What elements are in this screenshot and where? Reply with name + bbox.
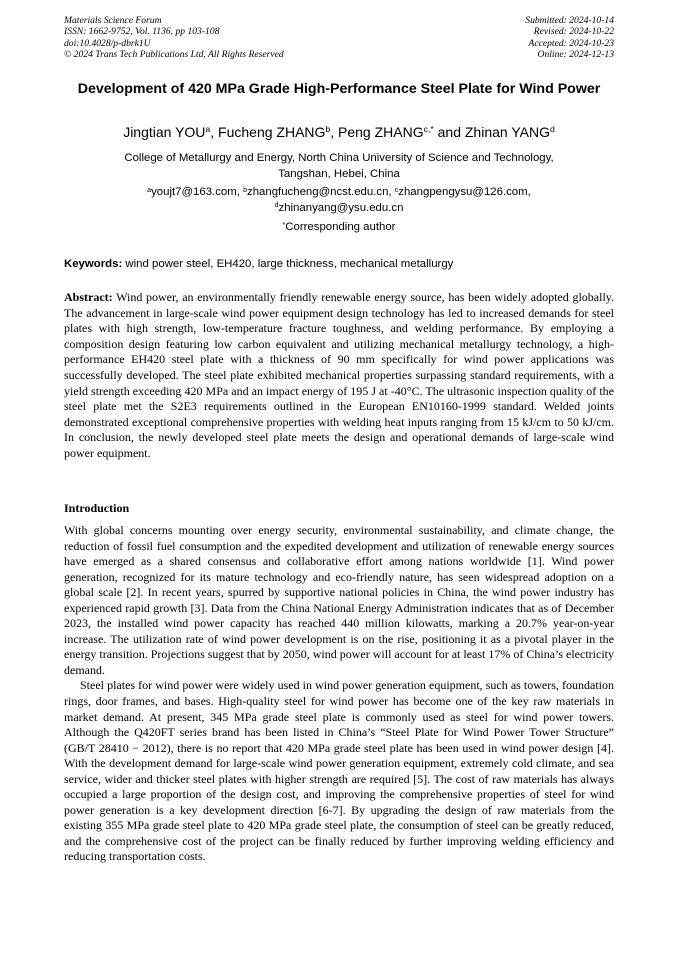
author-name: Peng ZHANG: [338, 124, 424, 140]
author-name: Fucheng ZHANG: [218, 124, 326, 140]
email-list: $^a$youjt7@163.com, $^b$zhangfucheng@ncst.edu.cn, $^c$zhangpengysu@126.com, $^d$zhinanyang@ysu.edu.cn: [147, 186, 531, 214]
email-address[interactable]: zhangpengysu@126.com: [398, 186, 528, 198]
issn-line: ISSN: 1662-9752, Vol. 1136, pp 103-108: [64, 26, 220, 38]
email-address[interactable]: youjt7@163.com: [151, 186, 237, 198]
email-address[interactable]: zhangfucheng@ncst.edu.cn: [247, 186, 389, 198]
abstract-text: Wind power, an environmentally friendly renewable energy source, has been widely adopted globally. The advancement in large-scale wind power equipment design technology has led to increased demands for steel plates with high strength, low-temperature fracture toughness, and welding performance. By employing a composition design featuring low carbon equivalent and utilizing mechanical metallurgy technology, a high-performance EH420 steel plate with a thickness of 90 mm specifically for wind power applications was successfully developed. The steel plate exhibited mechanical properties surpassing standard requirements, with a yield strength exceeding 420 MPa and an impact energy of 195 J at -40°C. The ultrasonic inspection quality of the steel plate met the S2E3 requirements outlined in the European EN10160-1999 standard. Welded joints demonstrated exceptional comprehensive properties with welding heat inputs ranging from 15 kJ/cm to 50 kJ/cm. In conclusion, the newly developed steel plate meets the design and operational demands of large-scale wind power equipment.: [64, 290, 614, 460]
author-mark: b: [325, 123, 331, 134]
keywords-text: wind power steel, EH420, large thickness, mechanical metallurgy: [122, 258, 454, 270]
email-mark: b: [243, 186, 248, 194]
email-address[interactable]: zhinanyang@ysu.edu.cn: [278, 201, 404, 214]
corresponding-text: Corresponding author: [285, 221, 396, 233]
journal-header-right: [525, 15, 614, 61]
revised-date: Revised: 2024-10-22: [533, 26, 614, 38]
abstract-label: Abstract:: [64, 290, 113, 304]
author-mark: d: [549, 123, 555, 134]
paper-title: Development of 420 MPa Grade High-Performance Steel Plate for Wind Power: [77, 81, 601, 97]
affiliation: [60, 151, 618, 182]
paragraph: Steel plates for wind power were widely used in wind power generation equipment, such as towers, foundation rings, door frames, and bases. High-quality steel for wind power has become one of the key raw materials in market demand. At present, 345 MPa grade steel plate is commonly used as steel for wind power towers. Although the Q420FT series brand has been listed in China’s “Steel Plate for Wind Power Tower Structure” (GB/T 28410 − 2012), there is no report that 420 MPa grade steel plate has been used in wind power design [4]. With the development demand for large-scale wind power generation equipment, extremely cold climate, and sea service, wider and thicker steel plates with higher strength are required [5]. The cost of raw materials has always occupied a large proportion of the design cost, and improving the comprehensive properties of steel for wind power generation is a key development direction [6-7]. By upgrading the design of raw materials from the existing 355 MPa grade steel plate to 420 MPa grade steel plate, the consumption of steel can be greatly reduced, and the comprehensive cost of the project can be finally reduced by further improving welding efficiency and reducing transportation costs.: [64, 678, 614, 864]
corresponding-author-note: [60, 220, 618, 235]
journal-name: Materials Science Forum: [64, 15, 162, 26]
copyright-line: © 2024 Trans Tech Publications Ltd, All Rights Reserved: [64, 49, 284, 61]
keywords: [64, 257, 453, 272]
paragraph: With global concerns mounting over energy security, environmental sustainability, and climate change, the reduction of fossil fuel consumption and the expedited development and utilization of renewable energy sources have emerged as a shared consensus and collaborative effort among nations worldwide [1]. Wind power generation, recognized for its mature technology and eco-friendly nature, has seen widespread adoption on a global scale [2]. In recent years, spurred by supportive national policies in China, the wind power industry has experienced rapid growth [3]. Data from the China National Energy Administration indicates that as of December 2023, the installed wind power capacity has reached 440 million kilowatts, marking a 20.7% year-on-year increase. The utilization rate of wind power development is on the rise, positioning it as a pivotal player in the energy transition. Projections suggest that by 2050, wind power will account for at least 17% of China’s electricity demand.: [64, 523, 614, 677]
keywords-label: Keywords:: [64, 258, 123, 270]
email-mark: a: [147, 186, 152, 194]
email-mark: d: [274, 202, 279, 210]
email-mark: c: [394, 186, 399, 194]
author-name: Zhinan YANG: [464, 124, 550, 140]
author-name: Jingtian YOU: [123, 124, 206, 140]
author-separator: ,: [210, 124, 219, 140]
journal-header-left: [64, 15, 284, 61]
author-mark: a: [205, 123, 211, 134]
introduction-heading: Introduction: [64, 501, 130, 515]
online-date: Online: 2024-12-13: [537, 49, 614, 61]
doi-line: doi:10.4028/p-dbrk1U: [64, 37, 151, 49]
abstract: [64, 290, 614, 462]
affiliation-line: Tangshan, Hebei, China: [278, 167, 400, 180]
affiliation-line: College of Metallurgy and Energy, North China University of Science and Technology,: [124, 152, 554, 164]
introduction-body: [64, 523, 614, 865]
corresponding-mark: *: [282, 221, 286, 229]
author-list: [40, 123, 638, 141]
accepted-date: Accepted: 2024-10-23: [528, 37, 614, 49]
submitted-date: Submitted: 2024-10-14: [525, 15, 614, 26]
author-separator: and: [433, 124, 465, 140]
author-mark: c,*: [423, 123, 434, 134]
author-separator: ,: [330, 124, 339, 140]
